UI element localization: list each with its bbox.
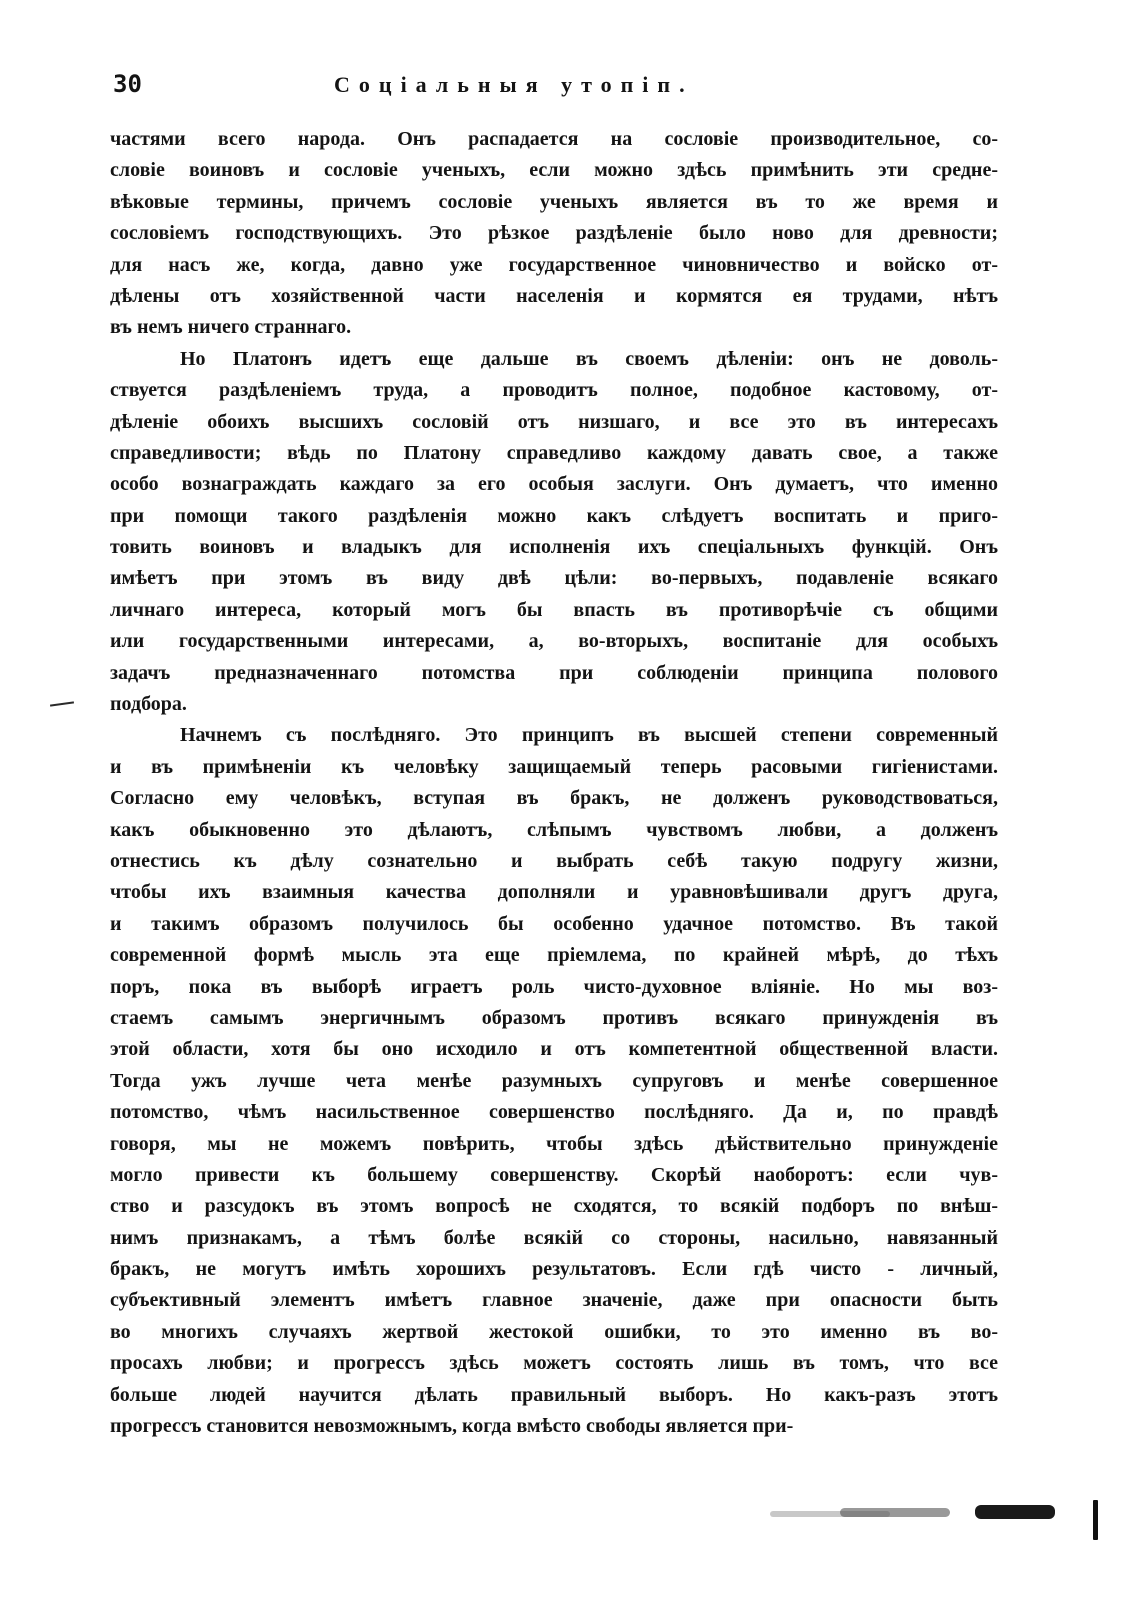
paragraph <box>110 720 998 1442</box>
text-line: и въ примѣненіи къ человѣку защищаемый теперь расовыми гигіенистами. <box>110 755 998 778</box>
text-line: чтобы ихъ взаимныя качества дополняли и уравновѣшивали другъ друга, <box>110 881 998 904</box>
text-line: справедливости; вѣдь по Платону справедливо каждому давать свое, а также <box>110 441 998 464</box>
margin-pencil-mark <box>50 701 74 706</box>
text-line: потомство, чѣмъ насильственное совершенство послѣдняго. Да и, по правдѣ <box>110 1101 998 1124</box>
text-line: просахъ любви; и прогрессъ здѣсь можетъ состоять лишь въ томъ, что все <box>110 1352 998 1375</box>
text-line: имѣетъ при этомъ въ виду двѣ цѣли: во-первыхъ, подавленіе всякаго <box>110 567 998 590</box>
text-line: субъективный элементъ имѣетъ главное значеніе, даже при опасности быть <box>110 1289 998 1312</box>
text-line: Согласно ему человѣкъ, вступая въ бракъ, не долженъ руководствоваться, <box>110 787 998 810</box>
text-line: въ немъ ничего страннаго. <box>110 316 352 339</box>
text-line: личнаго интереса, который могъ бы впасть въ противорѣчіе съ общими <box>110 598 998 621</box>
text-line: для насъ же, когда, давно уже государственное чиновничество и войско от- <box>110 253 998 276</box>
running-title: Соцiальныя утопiп. <box>334 72 694 97</box>
text-line: Но Платонъ идетъ еще дальше въ своемъ дѣленіи: онъ не доволь- <box>180 347 998 370</box>
text-line: могло привести къ большему совершенству. Скорѣй наоборотъ: если чув- <box>110 1163 998 1186</box>
text-line: частями всего народа. Онъ распадается на сословіе производительное, со- <box>110 128 998 150</box>
paragraph <box>110 344 998 721</box>
text-line: нимъ признакамъ, а тѣмъ болѣе всякій со стороны, насильно, навязанный <box>110 1226 998 1249</box>
text-line: ствуется раздѣленіемъ труда, а проводитъ полное, подобное кастовому, от- <box>110 379 998 402</box>
text-line: Тогда ужъ лучше чета менѣе разумныхъ супруговъ и менѣе совершенное <box>110 1069 998 1092</box>
text-line: вѣковые термины, причемъ сословіе ученыхъ является въ то же время и <box>110 190 998 213</box>
text-line: ство и разсудокъ въ этомъ вопросѣ не сходятся, то всякій подборъ по внѣш- <box>110 1195 998 1218</box>
page-header <box>0 70 1140 110</box>
text-line: словіе воиновъ и сословіе ученыхъ, если можно здѣсь примѣнить эти средне- <box>110 159 998 182</box>
text-line: особо вознаграждать каждаго за его особыя заслуги. Онъ думаетъ, что именно <box>110 473 998 496</box>
text-line: Начнемъ съ послѣдняго. Это принципъ въ высшей степени современный <box>180 724 998 747</box>
text-line: сословіемъ господствующихъ. Это рѣзкое раздѣленіе было ново для древности; <box>110 222 998 245</box>
text-line: дѣленіе обоихъ высшихъ сословій отъ низшаго, и все это въ интересахъ <box>110 410 998 433</box>
text-line: или государственными интересами, а, во-вторыхъ, воспитаніе для особыхъ <box>110 630 998 653</box>
text-line: современной формѣ мысль эта еще пріемлема, по крайней мѣрѣ, до тѣхъ <box>110 944 998 967</box>
paragraph <box>110 124 998 344</box>
text-line: этой области, хотя бы оно исходило и отъ компетентной общественной власти. <box>110 1038 998 1061</box>
body-text <box>110 124 998 1442</box>
text-line: подбора. <box>110 693 187 716</box>
text-line: прогрессъ становится невозможнымъ, когда вмѣсто свободы является при- <box>110 1415 794 1438</box>
page-number: 30 <box>113 70 142 98</box>
text-line: какъ обыкновенно это дѣлаютъ, слѣпымъ чувствомъ любви, а долженъ <box>110 818 998 841</box>
text-line: поръ, пока въ выборѣ играетъ роль чисто-духовное вліяніе. Но мы воз- <box>110 975 998 998</box>
text-line: задачъ предназначеннаго потомства при соблюденіи принципа полового <box>110 661 998 684</box>
text-line: и такимъ образомъ получилось бы особенно удачное потомство. Въ такой <box>110 912 998 935</box>
text-line: больше людей научится дѣлать правильный выборъ. Но какъ-разъ этотъ <box>110 1383 998 1406</box>
text-line: во многихъ случаяхъ жертвой жестокой ошибки, то это именно въ во- <box>110 1320 998 1343</box>
text-line: товить воиновъ и владыкъ для исполненія ихъ спеціальныхъ функцій. Онъ <box>110 536 998 559</box>
text-line: при помощи такого раздѣленія можно какъ слѣдуетъ воспитать и приго- <box>110 504 998 527</box>
text-line: бракъ, не могутъ имѣть хорошихъ результатовъ. Если гдѣ чисто - личный, <box>110 1258 998 1281</box>
text-line: стаемъ самымъ энергичнымъ образомъ противъ всякаго принужденія въ <box>110 1006 998 1029</box>
text-line: дѣлены отъ хозяйственной части населенія и кормятся ея трудами, нѣтъ <box>110 284 998 307</box>
text-line: говоря, мы не можемъ повѣрить, чтобы здѣсь дѣйствительно принужденіе <box>110 1132 998 1155</box>
text-line: отнестись къ дѣлу сознательно и выбрать себѣ такую подругу жизни, <box>110 849 998 872</box>
